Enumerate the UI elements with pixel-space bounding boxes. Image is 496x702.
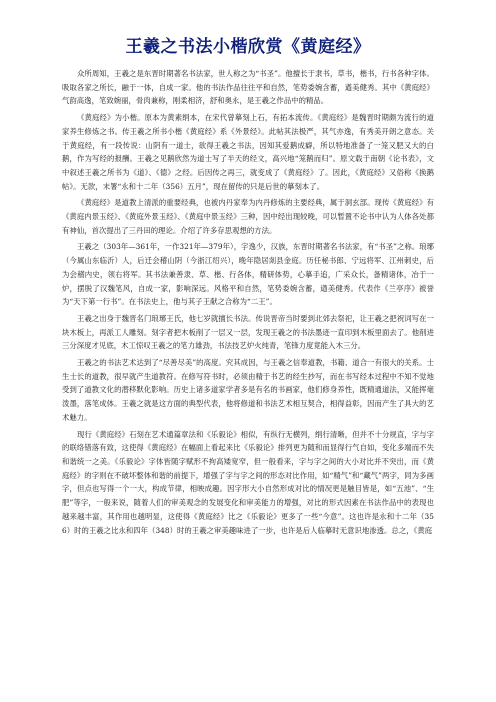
- paragraph-taoist-classic: 《黄庭经》是道教上清派的重要经典，也被内丹家奉为内丹修炼的主要经典，属于洞玄部。现传《黄庭经》有《黄庭内景玉经》、《黄庭外景玉经》、《黄庭中景玉经》三种，因中经出现较晚，可以暂置不论书中认为人体各处都有神仙，首次提出了三丹田的理论。介绍了许多存思观想的方法。: [62, 198, 434, 235]
- paragraph-intro: 众所周知，王羲之是东晋时期著名书法家，世人称之为“书圣”。他擅长于隶书，草书，楷书，行书各种字体。吸取各家之所长，融于一体，自成一家。他的书法作品往往平和自然，笔势委婉含蓄，遒美健秀。其中《黄庭经》气韵高逸，笔致婉丽，骨肉兼称，刚柔相济，舒和奥永，是王羲之作品中的精品。: [62, 69, 434, 106]
- document-title: 王羲之书法小楷欣赏《黄庭经》: [125, 37, 371, 57]
- paragraph-anecdote: 王羲之出身于魏晋名门琅琊王氏，他七岁就擅长书法。传说晋帝当时要到北郊去祭祀，让王羲之把祝词写在一块木板上，再派工人雕刻。刻字者把木板削了一层又一层，发现王羲之的书法墨迹一直印到木板里面去了。他削进三分深度才见底，木工惊叹王羲之的笔力雄劲，书法技艺炉火纯青，笔锋力度竟能入木三分。: [62, 313, 434, 351]
- paragraph-analysis: 现行《黄庭经》石刻在艺术通篇章法和《乐毅论》相似，有纵行无横列，绢行清晰，但并不十分规直，字与字的联络错落有致，这使得《黄庭经》在幅面上看起来比《乐毅论》排列更为随和而显得行气自如，变化多端而不失和谐统一之美。《乐毅论》字体皆随字赋形不拘高矮宽窄，但一般看来，字与字之间的大小对比并不突出，而《黄庭经》的字则在不破坏整体和谐的前提下，增强了字与字之间的形态对比作用，如“精气”和“藏气”两字，同为多画字，但点也写得一个一大，构成节律，相映成趣。因字形大小自然形成对比的情况更是触目皆是，如“五池”、“生肥”等字，一般来说，随着人们的审美观念的发展变化和审美能力的增强，对比的形式因素在书法作品中的表现也越来越丰富，其作用也越明显，这使得《黄庭经》比之《乐毅论》更多了一些“今意”。这也许是永和十二年（356）时的王羲之比永和四年（348）时的王羲之审美趣味进了一步，也许是后人临摹时无意识地渗透。总之，《黄庭: [62, 429, 434, 535]
- paragraph-origin: 《黄庭经》为小楷。原本为黄素绢本，在宋代曾摹刻上石，有拓本流传。《黄庭经》是魏晋时期颇为流行的道家养生修炼之书。传王羲之所书小楷《黄庭经》系《外景经》。此帖其法极严，其气亦逸，有秀美开朗之意态。关于黄庭经，有一段传说：山阴有一道士，欲得王羲之书法，因知其爱鹅成癖，所以特地准备了一笼又肥又大的白鹅，作为写经的报酬。王羲之见鹅欣然为道士写了半天的经文，高兴地“笼鹅而归”。原文载于南朝《论书表》，文中叙述王羲之所书为《道》、《德》之经。后因传之再三，就变成了《黄庭经》了。因此，《黄庭经》又俗称《换鹅帖》。无款，末署“永和十二年（356）五月”，现在留传的只是后世的摹刻本了。: [62, 113, 434, 191]
- paragraph-daoism: 王羲之的书法艺术达到了“尽善尽美”的高度。究其成因，与王羲之信奉道教，书籍、道合一有很大的关系。士生士长的道教，很早就产生道教符。在修写符书时，必须由精于书艺的经生抄写，而在书写经本过程中不知不觉地受到了道教文化的潜移默化影响。历史上诸多道家学者多是有名的书画家，他们修身养性，既精通道法，又能挥毫泼墨，落笔成体。王羲之就是这方面的典型代表，他将修道和书法艺术相互契合，相得益彰，因而产生了具大的艺术魅力。: [62, 358, 434, 422]
- paragraph-biography: 王羲之（303年—361年，一作321年—379年），字逸少，汉族，东晋时期著名书法家，有“书圣”之称。琅琊（今属山东临沂）人，后迁会稽山阴（今浙江绍兴），晚年隐居剡县金庭。历任秘书郎、宁远将军、江州刺史，后为会稽内史，领右将军。其书法兼善隶、草、楷、行各体，精研体势，心摹手追，广采众长，备精诸体，冶于一炉，摆脱了汉魏笔风，自成一家，影响深远。风格平和自然，笔势委婉含蓄，遒美健秀。代表作《兰亭序》被誉为“天下第一行书”。在书法史上，他与其子王献之合称为“二王”。: [62, 242, 434, 307]
